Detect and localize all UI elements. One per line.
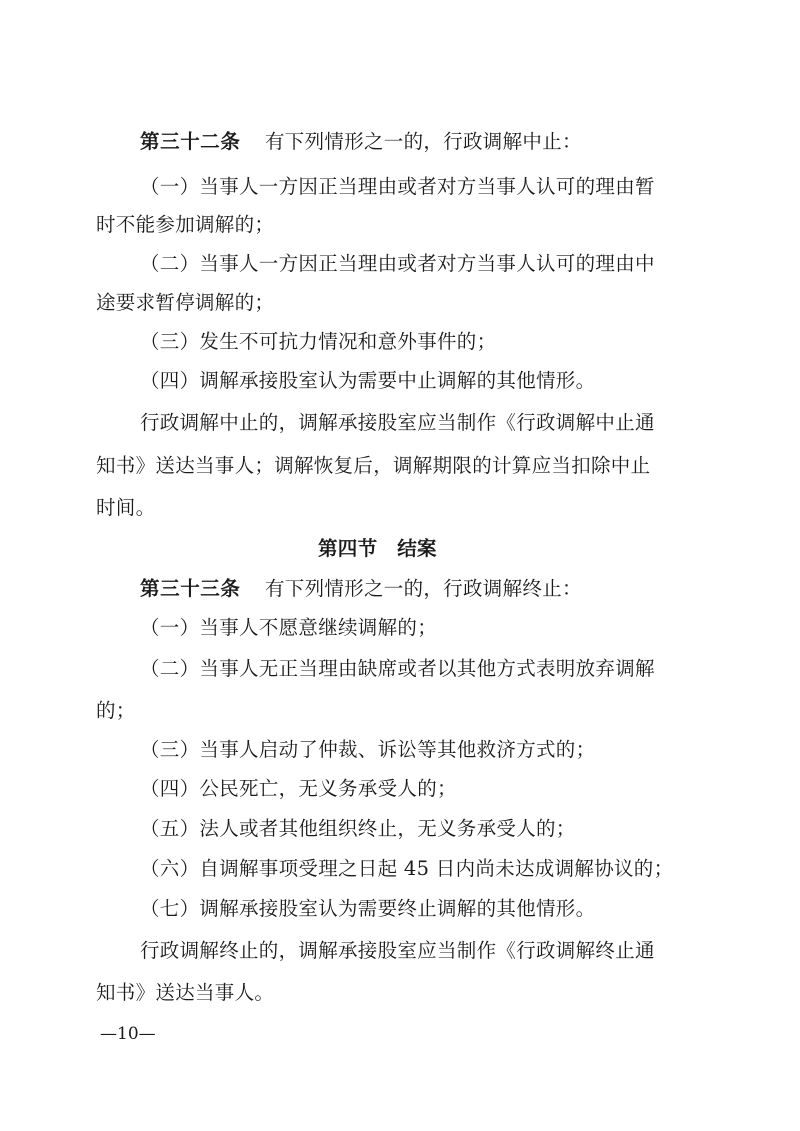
article-32-item-4: （四）调解承接股室认为需要中止调解的其他情形。	[140, 369, 596, 392]
article-33-item-7: （七）调解承接股室认为需要终止调解的其他情形。	[140, 897, 596, 920]
section-title: 第四节 结案	[318, 537, 437, 560]
article-32-intro: 有下列情形之一的，行政调解中止：	[265, 130, 582, 153]
article-33-item-1: （一）当事人不愿意继续调解的；	[140, 616, 438, 639]
article-32-number: 第三十二条	[140, 130, 241, 153]
article-32-item-1b: 时不能参加调解的；	[96, 213, 275, 236]
article-33-item-2b: 的；	[96, 699, 136, 722]
article-32-para-2: 知书》送达当事人；调解恢复后，调解期限的计算应当扣除中止	[96, 454, 651, 477]
article-33-item-5: （五）法人或者其他组织终止，无义务承受人的；	[140, 817, 576, 840]
article-33-item-3: （三）当事人启动了仲裁、诉讼等其他救济方式的；	[140, 738, 596, 761]
article-32-item-1a: （一）当事人一方因正当理由或者对方当事人认可的理由暂	[140, 175, 655, 198]
article-33-number: 第三十三条	[140, 577, 241, 600]
article-33-item-4: （四）公民死亡，无义务承受人的；	[140, 777, 457, 800]
article-32-item-2a: （二）当事人一方因正当理由或者对方当事人认可的理由中	[140, 252, 655, 275]
article-33-para-1: 行政调解终止的，调解承接股室应当制作《行政调解终止通	[140, 939, 655, 962]
article-33-intro: 有下列情形之一的，行政调解终止：	[265, 577, 582, 600]
article-32-para-1: 行政调解中止的，调解承接股室应当制作《行政调解中止通	[140, 411, 655, 434]
article-33-item-2a: （二）当事人无正当理由缺席或者以其他方式表明放弃调解	[140, 657, 655, 680]
article-33-item-6: （六）自调解事项受理之日起 45 日内尚未达成调解协议的；	[140, 857, 674, 880]
article-32-para-3: 时间。	[96, 496, 156, 519]
article-32-item-2b: 途要求暂停调解的；	[96, 291, 275, 314]
page-number: —10—	[100, 1024, 156, 1044]
article-32-item-3: （三）发生不可抗力情况和意外事件的；	[140, 330, 497, 353]
article-33-para-2: 知书》送达当事人。	[96, 981, 275, 1004]
